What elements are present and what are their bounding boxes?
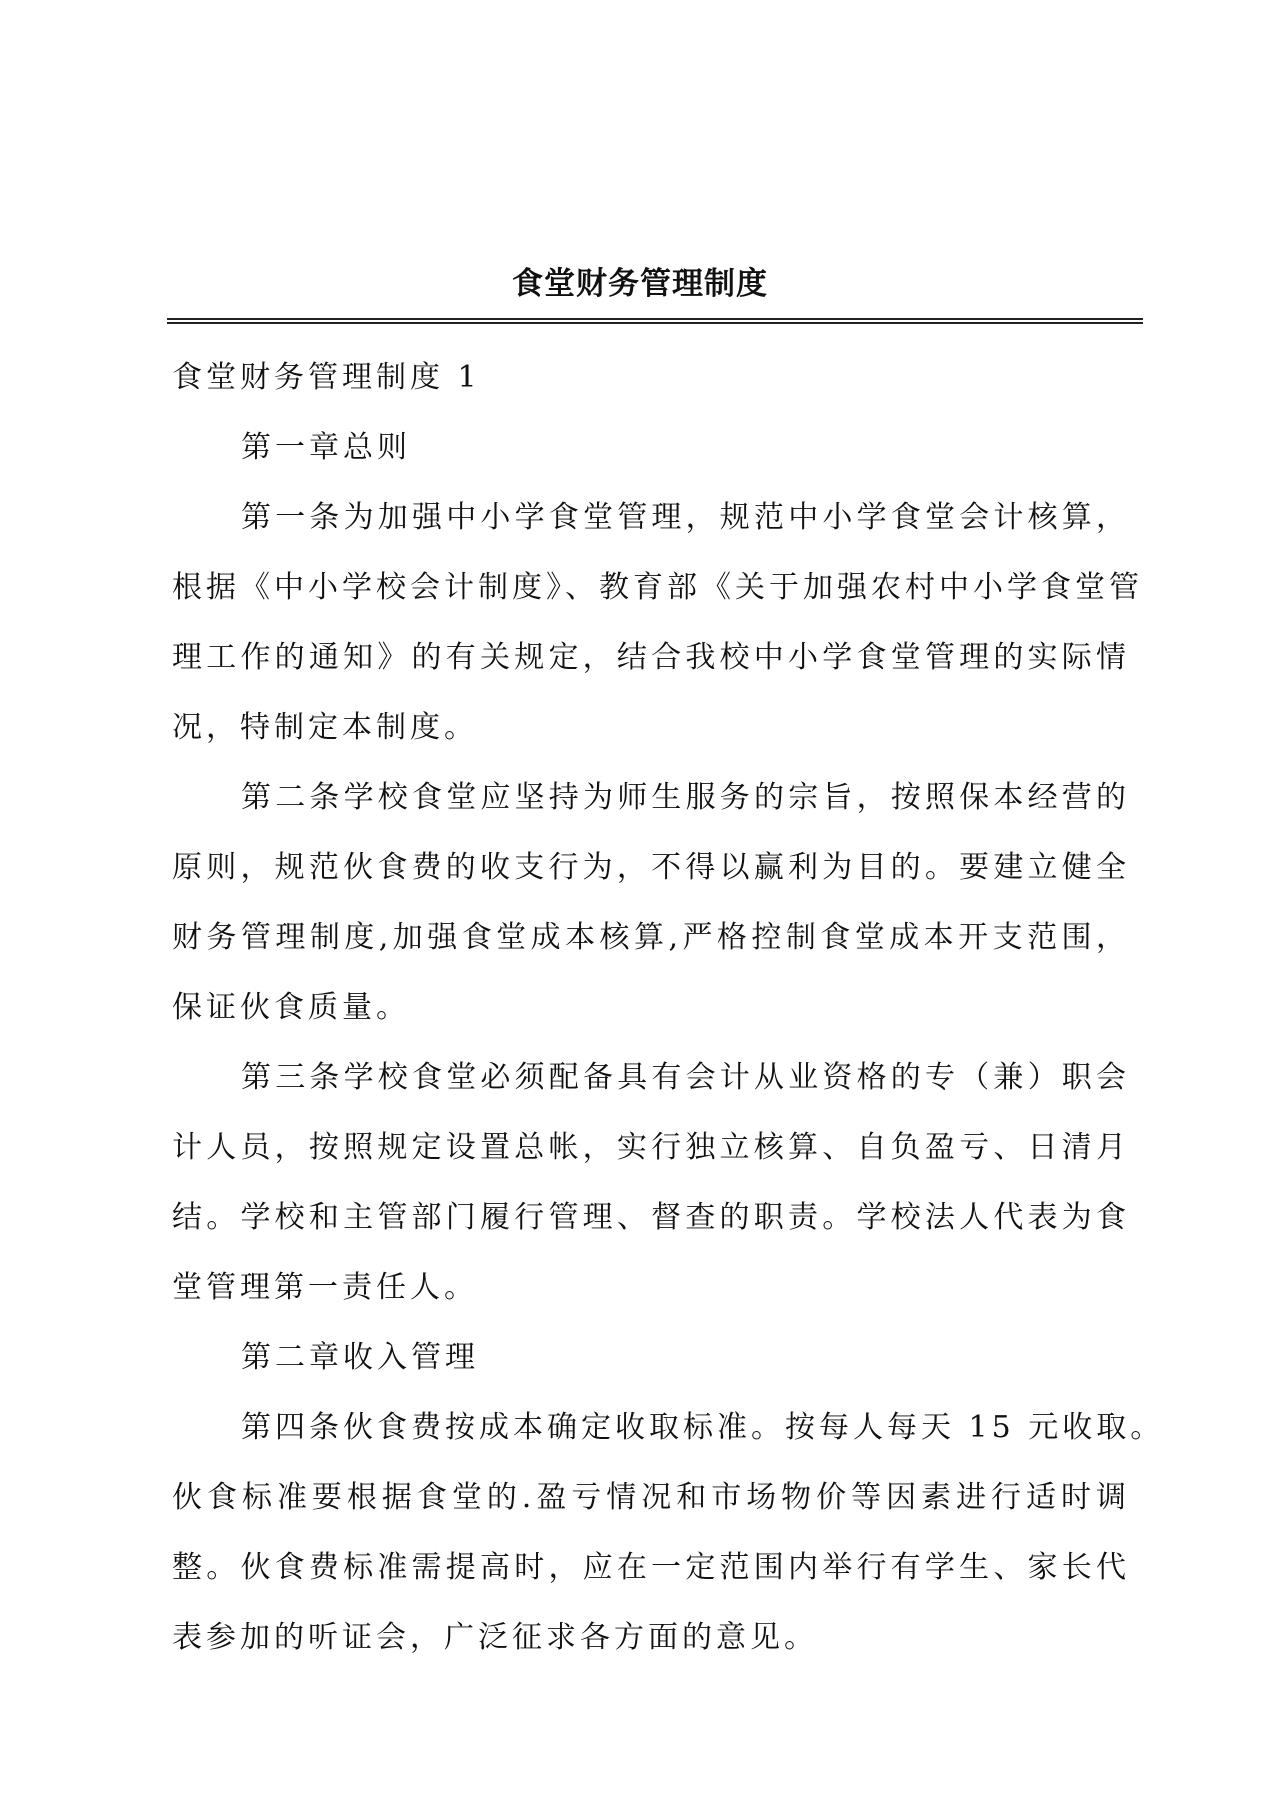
text-line: 第一条为加强中小学食堂管理，规范中小学食堂会计核算， (241, 500, 1130, 535)
text-line: 第三条学校食堂必须配备具有会计从业资格的专（兼）职会 (241, 1060, 1130, 1095)
document-body (172, 343, 1165, 1673)
document-title: 食堂财务管理制度 (512, 266, 768, 302)
text-line: 堂管理第一责任人。 (172, 1270, 478, 1305)
text-line: 计人员，按照规定设置总帐，实行独立核算、自负盈亏、日清月 (172, 1130, 1130, 1165)
text-line: 伙食标准要根据食堂的.盈亏情况和市场物价等因素进行适时调 (172, 1480, 1130, 1515)
title-double-rule (167, 318, 1143, 324)
text-line: 况，特制定本制度。 (172, 710, 478, 745)
text-line: 原则，规范伙食费的收支行为，不得以赢利为目的。要建立健全 (172, 850, 1130, 885)
text-line: 整。伙食费标准需提高时，应在一定范围内举行有学生、家长代 (172, 1550, 1130, 1585)
text-line: 第四条伙食费按成本确定收取标准。按每人每天 15 元收取。 (241, 1410, 1165, 1445)
text-line: 保证伙食质量。 (172, 990, 410, 1025)
text-line: 食堂财务管理制度 1 (172, 360, 481, 395)
text-line: 财务管理制度,加强食堂成本核算,严格控制食堂成本开支范围， (172, 920, 1130, 955)
text-line: 表参加的听证会，广泛征求各方面的意见。 (172, 1620, 818, 1655)
text-line: 第二条学校食堂应坚持为师生服务的宗旨，按照保本经营的 (241, 780, 1130, 815)
text-line: 理工作的通知》的有关规定，结合我校中小学食堂管理的实际情 (172, 640, 1130, 675)
text-line: 结。学校和主管部门履行管理、督查的职责。学校法人代表为食 (172, 1200, 1130, 1235)
text-line: 第二章收入管理 (241, 1340, 479, 1375)
text-line: 根据《中小学校会计制度》、教育部《关于加强农村中小学食堂管 (172, 570, 1143, 605)
text-line: 第一章总则 (241, 430, 411, 465)
